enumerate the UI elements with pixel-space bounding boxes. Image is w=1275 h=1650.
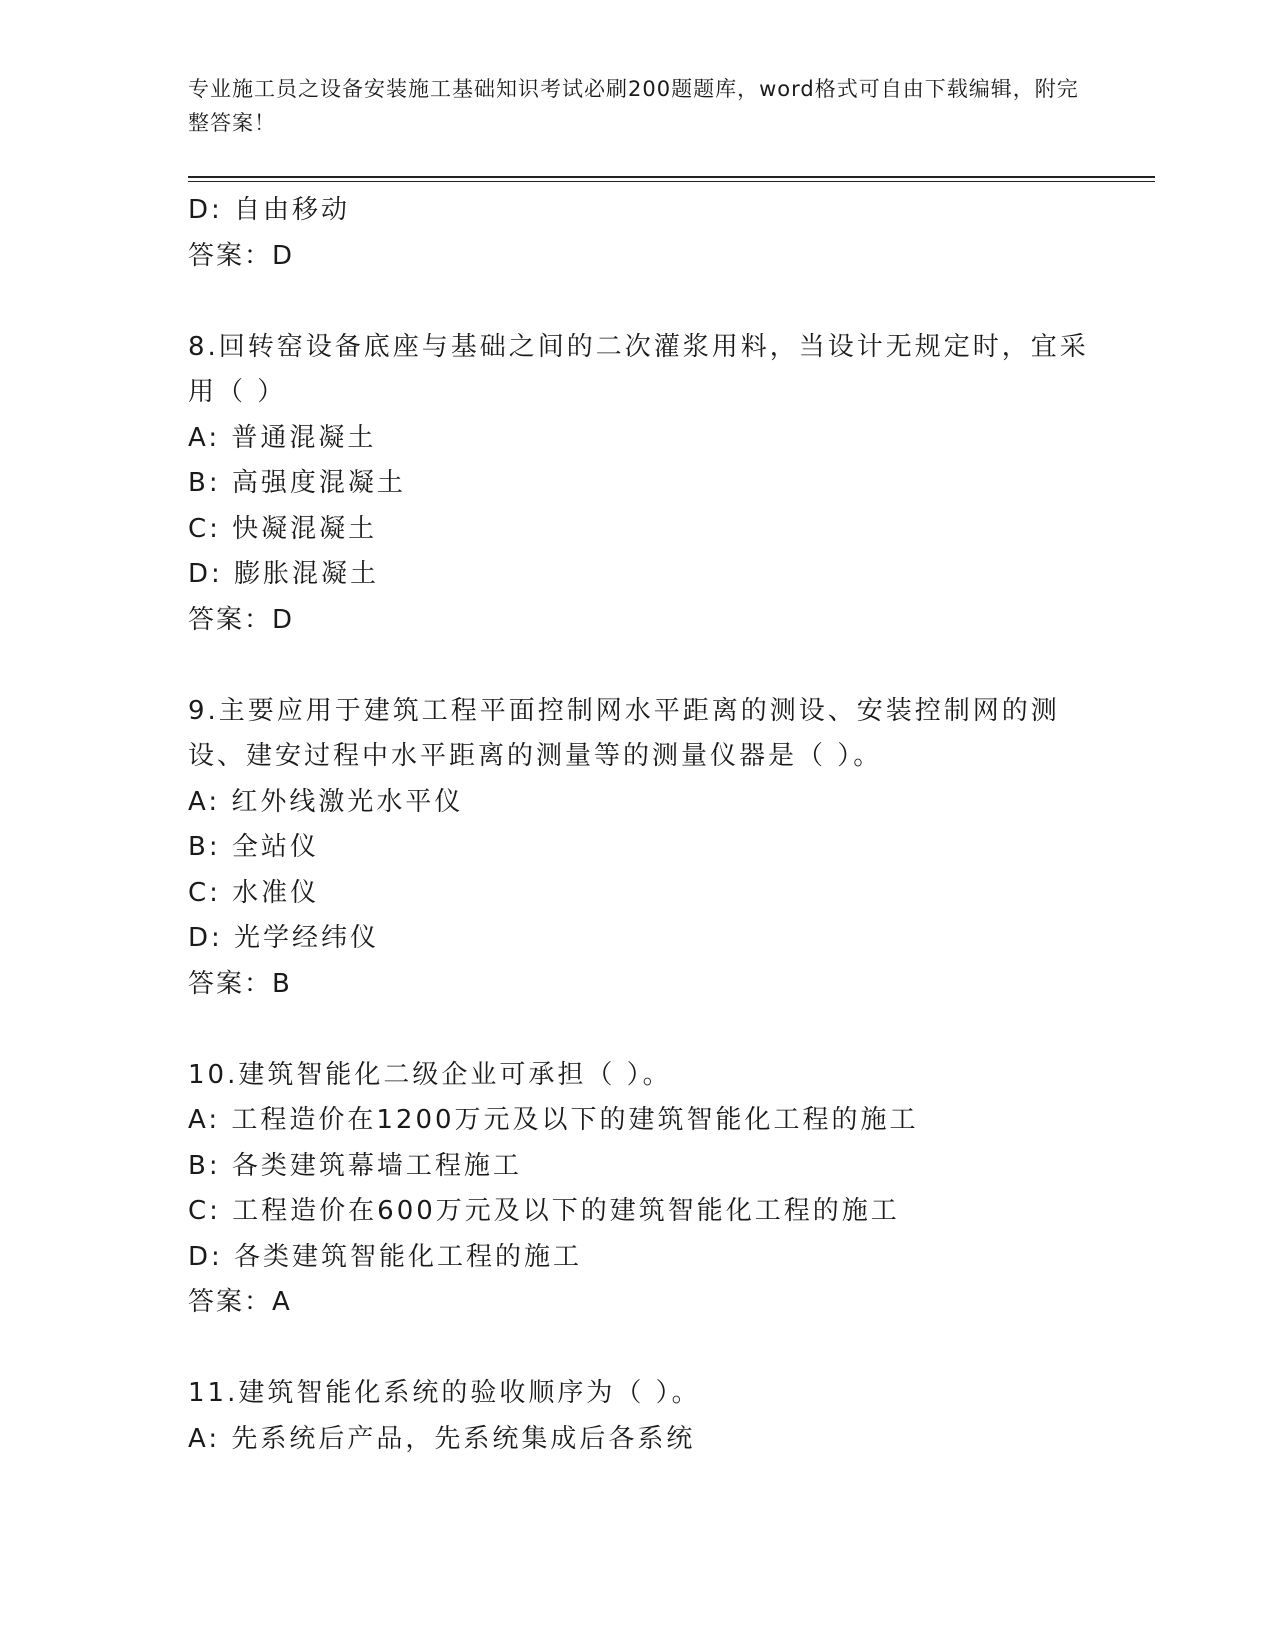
option-a: A: 先系统后产品，先系统集成后各系统 (188, 1423, 696, 1454)
spacer (188, 643, 1108, 689)
question-stem: 11.建筑智能化系统的验收顺序为（ ）。 (188, 1378, 701, 1408)
option-d: D: 膨胀混凝土 (188, 559, 380, 589)
option-d: D: 各类建筑智能化工程的施工 (188, 1241, 583, 1272)
option-d: D: 自由移动 (188, 195, 351, 225)
header-divider-thin (188, 181, 1155, 182)
answer-line: 答案：B (188, 968, 292, 999)
question-stem: 10.建筑智能化二级企业可承担（ ）。 (188, 1059, 672, 1090)
spacer (188, 1007, 1108, 1053)
question-stem: 9.主要应用于建筑工程平面控制网水平距离的测设、安装控制网的测设、建安过程中水平距离的测量等的测量仪器是（ ）。 (188, 695, 1060, 771)
option-d: D: 光学经纬仪 (188, 923, 380, 953)
header-divider-thick (188, 176, 1155, 178)
question-stem: 8.回转窑设备底座与基础之间的二次灌浆用料，当设计无规定时，宜采用（ ） (188, 331, 1089, 407)
option-b: B: 高强度混凝土 (188, 468, 406, 498)
answer-line: 答案：D (188, 604, 295, 635)
answer-line: 答案：D (188, 240, 295, 271)
answer-line: 答案：A (188, 1287, 292, 1317)
spacer (188, 279, 1108, 325)
option-a: A: 工程造价在1200万元及以下的建筑智能化工程的施工 (188, 1105, 919, 1135)
option-c: C: 工程造价在600万元及以下的建筑智能化工程的施工 (188, 1196, 900, 1226)
option-b: B: 全站仪 (188, 832, 319, 862)
page-header: 专业施工员之设备安装施工基础知识考试必刷200题题库，word格式可自由下载编辑，附完整答案！ (188, 77, 1079, 135)
option-a: A: 普通混凝土 (188, 422, 377, 453)
question-content (188, 188, 1108, 1462)
option-b: B: 各类建筑幕墙工程施工 (188, 1150, 522, 1181)
option-a: A: 红外线激光水平仪 (188, 786, 464, 817)
option-c: C: 水准仪 (188, 877, 320, 908)
option-c: C: 快凝混凝土 (188, 513, 378, 544)
spacer (188, 1326, 1108, 1372)
